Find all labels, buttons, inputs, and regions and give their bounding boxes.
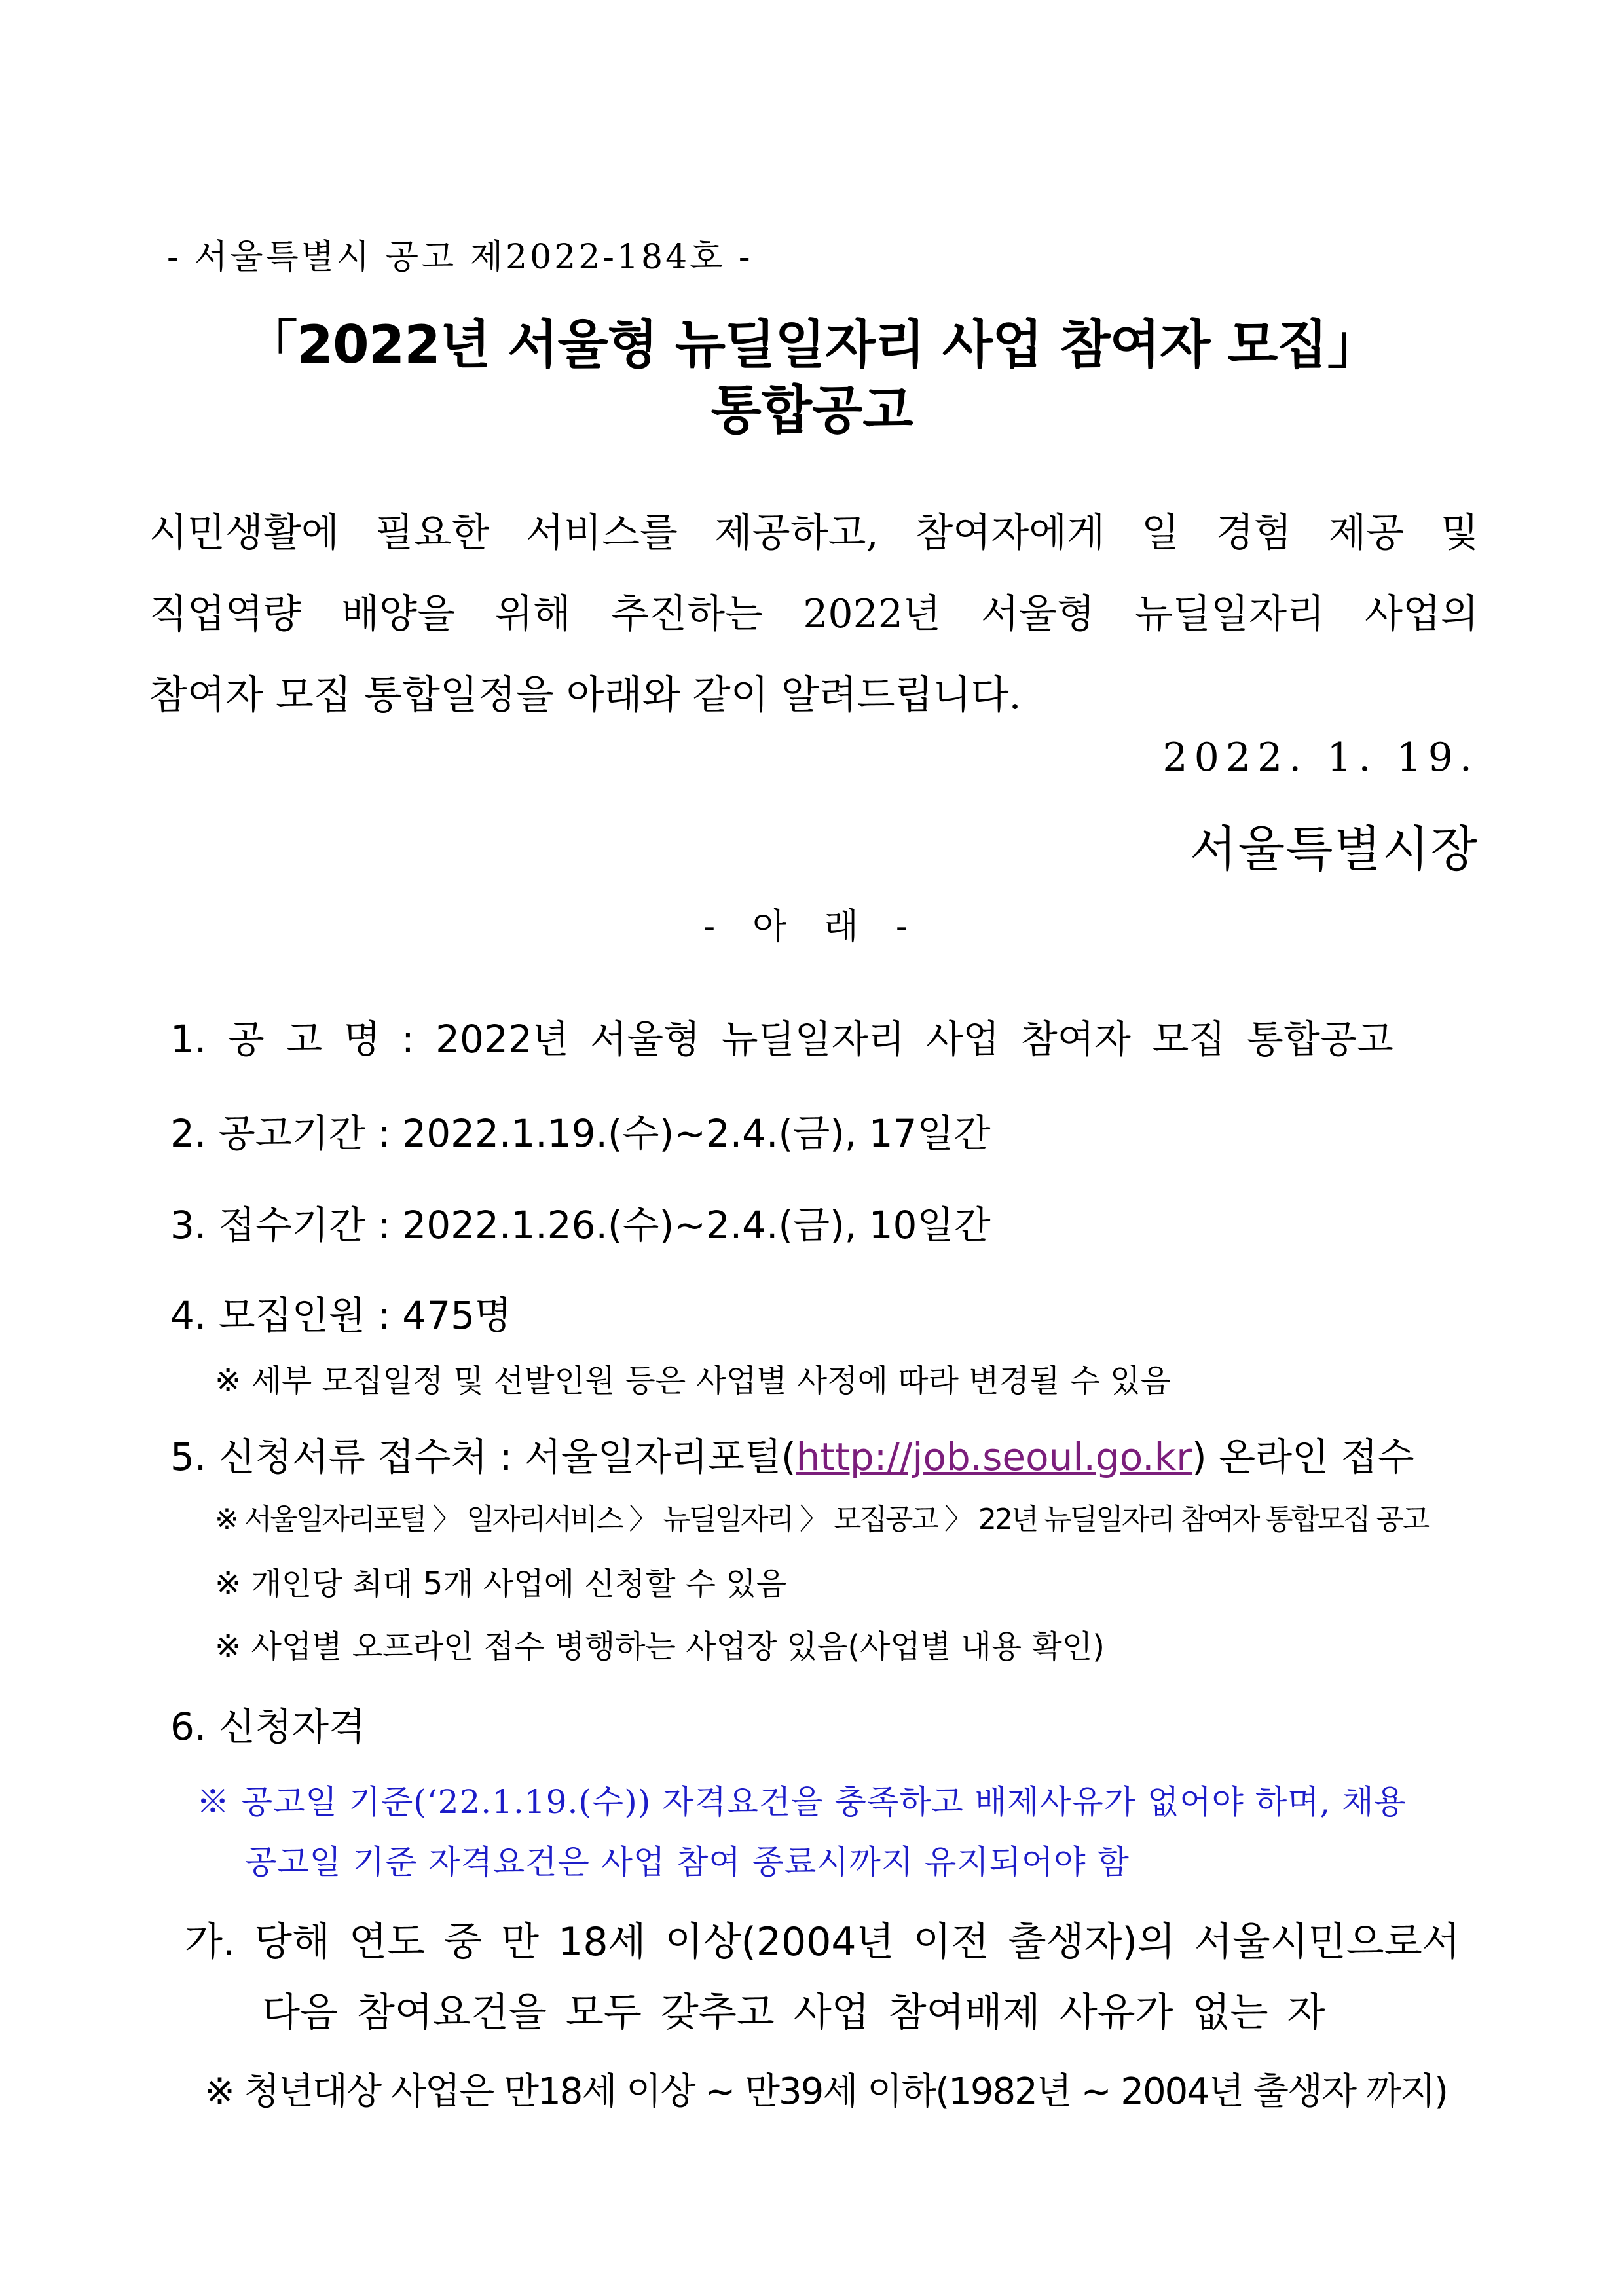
submission-suffix: ) 온라인 접수 [1192,1435,1414,1479]
note-portal-path: ※ 서울일자리포털 〉 일자리서비스 〉 뉴딜일자리 〉 모집공고 〉 22년 뉴딜일자리 참여자 통합모집 공고 [215,1503,1428,1536]
intro-line: 직업역량 배양을 위해 추진하는 2022년 서울형 뉴딜일자리 사업의 [149,591,1479,637]
note-youth: ※ 청년대상 사업은 만18세 이상 ~ 만39세 이하(1982년 ~ 2004년 출생자 까지) [204,2070,1447,2113]
list-item-notice-period: 2. 공고기간 : 2022.1.19.(수)~2.4.(금), 17일간 [170,1111,991,1156]
submission-prefix: 5. 신청서류 접수처 : 서울일자리포털( [170,1435,796,1479]
section-label: - 아 래 - [703,906,921,947]
notice-date: 2022. 1. 19. [1162,735,1479,780]
portal-link[interactable]: http://job.seoul.go.kr [796,1435,1192,1479]
sub-item-ga-line1: 가. 당해 연도 중 만 18세 이상(2004년 이전 출생자)의 서울시민으로서 [185,1919,1460,1965]
list-item-eligibility: 6. 신청자격 [170,1704,365,1749]
note-max-apply: ※ 개인당 최대 5개 사업에 신청할 수 있음 [215,1566,787,1602]
intro-line: 참여자 모집 통합일정을 아래와 같이 알려드립니다. [149,672,1022,718]
note-eligibility-line2: 공고일 기준 자격요건은 사업 참여 종료시까지 유지되어야 함 [245,1843,1130,1881]
list-item-recruits: 4. 모집인원 : 475명 [170,1293,512,1338]
sub-item-ga-line2: 다음 참여요건을 모두 갖추고 사업 참여배제 사유가 없는 자 [262,1990,1325,2036]
notice-number: - 서울특별시 공고 제2022-184호 - [167,238,753,277]
note-offline: ※ 사업별 오프라인 접수 병행하는 사업장 있음(사업별 내용 확인) [215,1628,1105,1665]
signer: 서울특별시장 [1190,821,1479,877]
note-schedule-change: ※ 세부 모집일정 및 선발인원 등은 사업별 사정에 따라 변경될 수 있음 [215,1363,1171,1399]
list-item-application-period: 3. 접수기간 : 2022.1.26.(수)~2.4.(금), 10일간 [170,1203,991,1247]
page-subtitle: 통합공고 [710,380,913,441]
list-item-submission [170,1426,1414,1481]
note-eligibility-line1: ※ 공고일 기준(‘22.1.19.(수)) 자격요건을 충족하고 배제사유가 없어야 하며, 채용 [196,1783,1407,1821]
page-title: 「2022년 서울형 뉴딜일자리 사업 참여자 모집」 [245,314,1379,375]
list-item-notice-name: 1. 공 고 명 : 2022년 서울형 뉴딜일자리 사업 참여자 모집 통합공고 [170,1017,1393,1061]
intro-line: 시민생활에 필요한 서비스를 제공하고, 참여자에게 일 경험 제공 및 [149,510,1479,556]
intro-paragraph [149,492,1479,736]
